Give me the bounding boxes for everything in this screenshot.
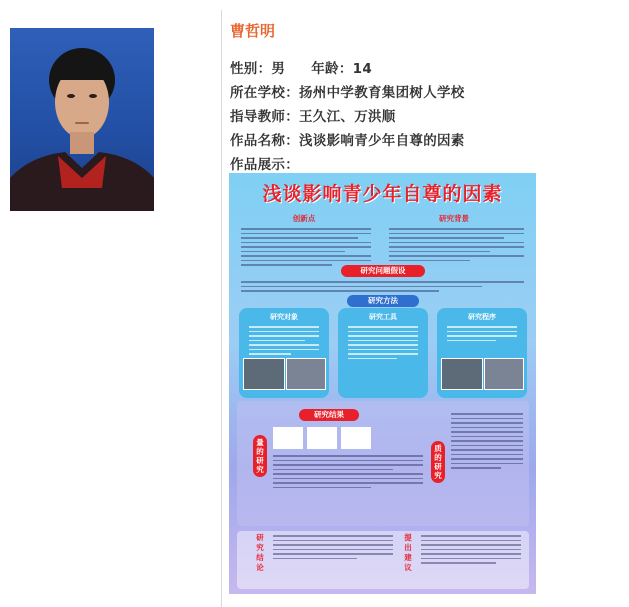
poster-method-heading: 研究方法 xyxy=(347,295,419,307)
poster-background-text xyxy=(389,228,524,264)
poster-innovation-text xyxy=(241,228,371,269)
poster-method-3-label: 研究程序 xyxy=(468,313,496,321)
gender-value: 男 xyxy=(271,61,286,77)
poster-suggestion-label: 提出建议 xyxy=(404,533,412,572)
display-line xyxy=(230,153,299,173)
teacher-value: 王久江、万洪顺 xyxy=(299,109,396,125)
poster-method-box-2 xyxy=(338,308,428,398)
school-label: 所在学校： xyxy=(230,85,299,101)
age-label: 年龄： xyxy=(311,61,353,77)
poster-conclusion-text xyxy=(273,535,393,562)
school-line xyxy=(230,81,465,101)
work-line xyxy=(230,129,465,149)
poster-innovation-heading: 创新点 xyxy=(292,214,316,223)
poster-qualitative-label: 质的研究 xyxy=(431,441,445,483)
poster-chart-thumb-3 xyxy=(341,427,371,449)
age-value: 14 xyxy=(352,61,373,77)
school-value: 扬州中学教育集团树人学校 xyxy=(299,85,465,101)
poster-suggestion-text xyxy=(421,535,521,567)
poster-chart-thumb-1 xyxy=(273,427,303,449)
poster-qualitative-text xyxy=(451,413,523,472)
gender-age-line xyxy=(230,57,372,77)
work-label: 作品名称： xyxy=(230,133,299,149)
poster-method-1-label: 研究对象 xyxy=(270,313,298,321)
poster-chart-thumb-2 xyxy=(307,427,337,449)
poster-photo-3 xyxy=(441,358,483,390)
poster-quantitative-text xyxy=(273,455,423,491)
column-divider xyxy=(221,10,222,607)
student-name: 曹哲明 xyxy=(230,22,276,40)
poster-title: 浅谈影响青少年自尊的因素 xyxy=(262,183,503,205)
poster-conclusion-label: 研究结论 xyxy=(256,533,264,572)
poster-quantitative-label: 量的研究 xyxy=(253,435,267,477)
poster-results-heading: 研究结果 xyxy=(299,409,359,421)
teacher-line xyxy=(230,105,396,125)
student-photo xyxy=(10,28,154,211)
work-value: 浅谈影响青少年自尊的因素 xyxy=(299,133,465,149)
poster-image[interactable] xyxy=(229,173,536,594)
poster-hypothesis-heading: 研究问题假设 xyxy=(341,265,425,277)
poster-photo-2 xyxy=(286,358,326,390)
poster-background-heading: 研究背景 xyxy=(439,214,469,223)
poster-method-2-label: 研究工具 xyxy=(369,313,397,321)
teacher-label: 指导教师： xyxy=(230,109,299,125)
poster-photo-4 xyxy=(484,358,524,390)
poster-hypothesis-text xyxy=(241,281,524,295)
poster-photo-1 xyxy=(243,358,285,390)
display-label: 作品展示： xyxy=(230,157,299,173)
gender-label: 性别： xyxy=(230,61,272,77)
